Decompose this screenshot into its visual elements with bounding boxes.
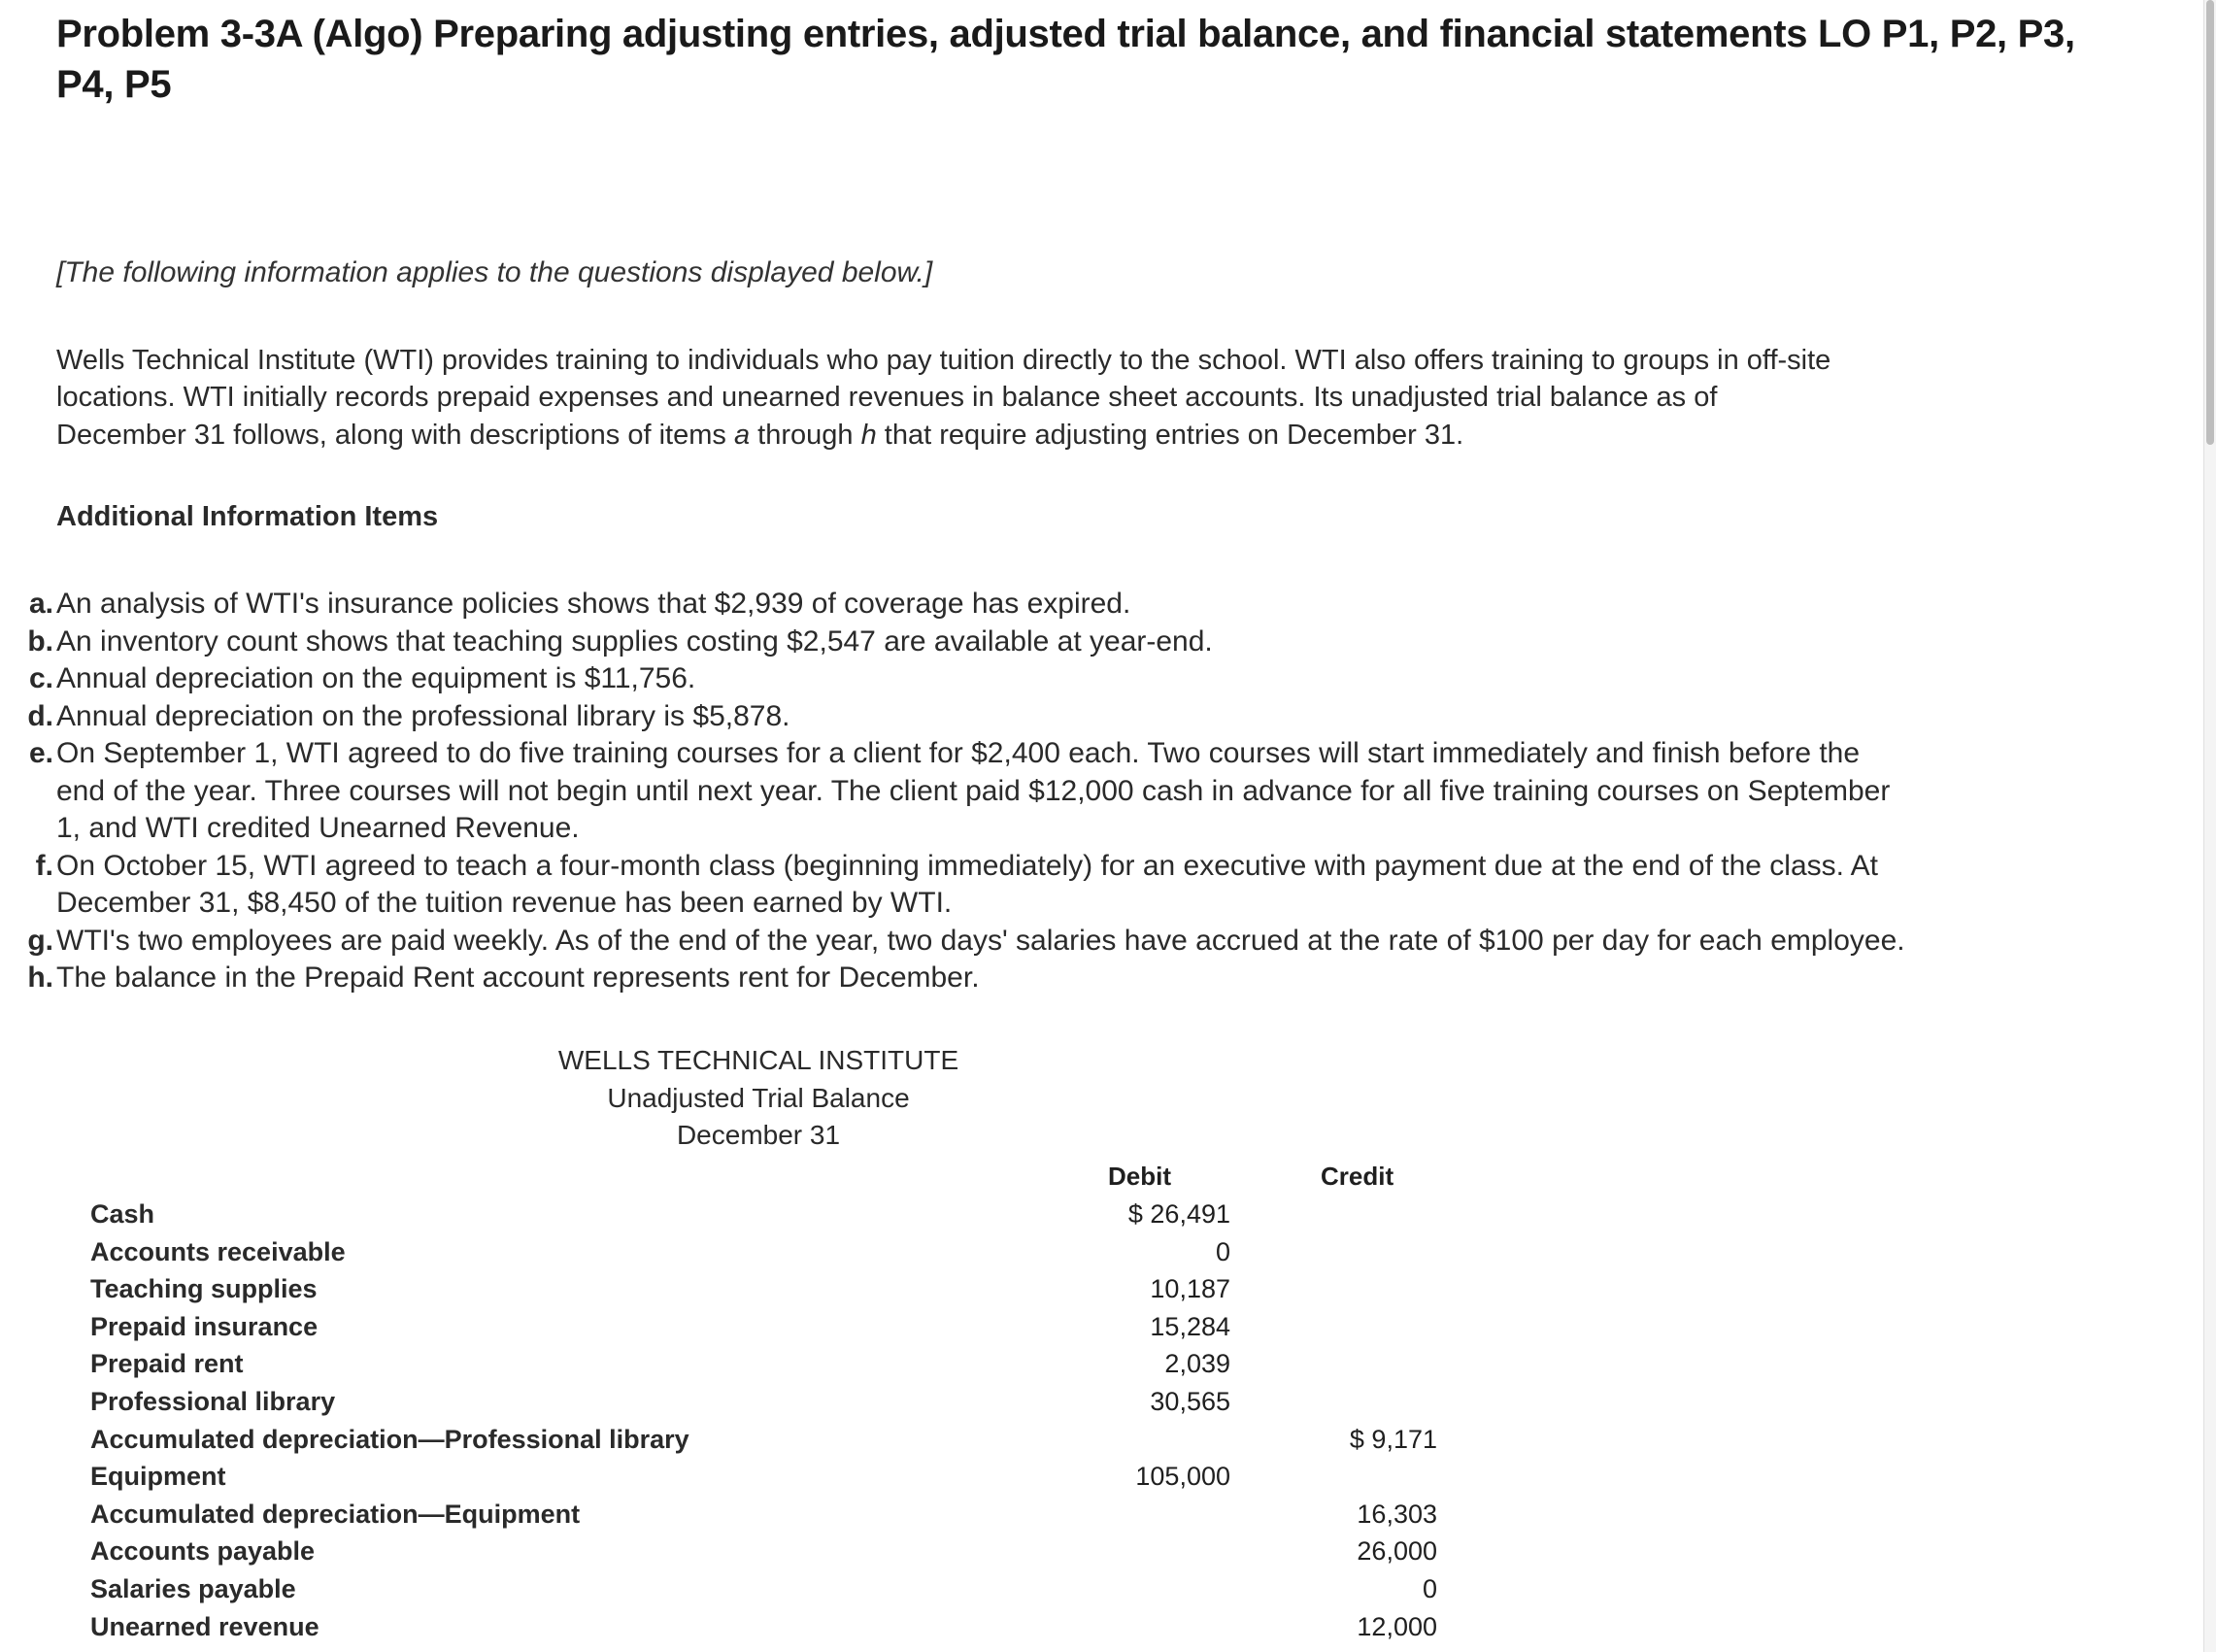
trial-balance-row bbox=[90, 1458, 1450, 1496]
credit-amount: 0 bbox=[1422, 1574, 1437, 1603]
info-item-text: December 31, $8,450 of the tuition revenue has been earned by WTI. bbox=[56, 887, 953, 919]
credit-amount: 16,303 bbox=[1357, 1499, 1437, 1529]
account-name: Unearned revenue bbox=[90, 1611, 319, 1641]
trial-balance-date: December 31 bbox=[676, 1120, 841, 1150]
trial-balance-company: WELLS TECHNICAL INSTITUTE bbox=[557, 1045, 959, 1075]
credit-amount: 12,000 bbox=[1357, 1611, 1437, 1641]
debit-amount: 105,000 bbox=[1135, 1462, 1230, 1492]
credit-amount: $ 9,171 bbox=[1349, 1424, 1437, 1454]
debit-column-header: Debit bbox=[1108, 1162, 1171, 1191]
info-item-letter: b. bbox=[27, 624, 53, 657]
account-name: Accounts receivable bbox=[90, 1236, 346, 1266]
trial-balance-row bbox=[90, 1233, 1450, 1271]
info-item-text: The balance in the Prepaid Rent account represents rent for December. bbox=[56, 961, 980, 994]
debit-amount: 10,187 bbox=[1150, 1274, 1230, 1304]
debit-amount: 15,284 bbox=[1150, 1311, 1230, 1341]
info-item-text: Annual depreciation on the professional library is $5,878. bbox=[56, 699, 790, 732]
debit-amount: 30,565 bbox=[1150, 1387, 1230, 1416]
info-item-letter: f. bbox=[35, 849, 53, 882]
account-name: Equipment bbox=[90, 1462, 226, 1492]
info-item-letter: a. bbox=[28, 588, 53, 620]
trial-balance-row bbox=[90, 1533, 1450, 1570]
description-line-3: December 31 follows, along with descriptions of items a through h that require adjusting entries on December 31. bbox=[56, 420, 1464, 451]
trial-balance-row bbox=[90, 1308, 1450, 1346]
problem-title-line-2: P4, P5 bbox=[56, 63, 172, 106]
info-item-text: end of the year. Three courses will not begin until next year. The client paid $12,000 cash in advance for all five training courses on September bbox=[56, 774, 1891, 807]
info-item-letter: e. bbox=[28, 737, 53, 769]
account-name: Cash bbox=[90, 1199, 155, 1229]
trial-balance-row bbox=[90, 1570, 1450, 1608]
info-item-text: On October 15, WTI agreed to teach a four-month class (beginning immediately) for an executive with payment due at the end of the class. At bbox=[56, 849, 1878, 882]
info-item-letter: d. bbox=[27, 699, 53, 732]
info-item-text: On September 1, WTI agreed to do five training courses for a client for $2,400 each. Two courses will start immediately and finish before the bbox=[56, 737, 1861, 769]
account-name: Salaries payable bbox=[90, 1574, 296, 1603]
trial-balance-row bbox=[90, 1345, 1450, 1383]
debit-amount: $ 26,491 bbox=[1127, 1199, 1230, 1229]
credit-column-header: Credit bbox=[1321, 1162, 1394, 1191]
account-name: Prepaid rent bbox=[90, 1349, 244, 1379]
trial-balance-row bbox=[90, 1270, 1450, 1308]
intro-note: [The following information applies to the questions displayed below.] bbox=[56, 256, 933, 288]
info-item-text: 1, and WTI credited Unearned Revenue. bbox=[56, 812, 580, 844]
account-name: Prepaid insurance bbox=[90, 1311, 319, 1341]
info-item-text: An analysis of WTI's insurance policies shows that $2,939 of coverage has expired. bbox=[56, 588, 1131, 620]
debit-amount: 2,039 bbox=[1164, 1349, 1230, 1379]
trial-balance-row bbox=[90, 1496, 1450, 1534]
scrollbar[interactable] bbox=[2203, 0, 2216, 1652]
scrollbar-thumb[interactable] bbox=[2206, 0, 2214, 445]
description-line-2: locations. WTI initially records prepaid expenses and unearned revenues in balance sheet accounts. Its unadjusted trial balance as of bbox=[56, 382, 1718, 413]
trial-balance-row bbox=[90, 1383, 1450, 1421]
info-item-text: Annual depreciation on the equipment is $11,756. bbox=[56, 662, 696, 694]
problem-title-line-1: Problem 3-3A (Algo) Preparing adjusting entries, adjusted trial balance, and financial statements LO P1, P2, P3, bbox=[56, 13, 2075, 55]
account-name: Accumulated depreciation—Equipment bbox=[90, 1499, 581, 1529]
account-name: Accumulated depreciation—Professional library bbox=[90, 1424, 689, 1454]
info-item-text: WTI's two employees are paid weekly. As of the end of the year, two days' salaries have accrued at the rate of $100 per day for each employee. bbox=[56, 924, 1905, 957]
info-item-letter: c. bbox=[28, 662, 53, 694]
trial-balance-title: Unadjusted Trial Balance bbox=[607, 1083, 910, 1113]
info-item-letter: h. bbox=[27, 961, 53, 994]
account-name: Teaching supplies bbox=[90, 1274, 318, 1304]
trial-balance-row bbox=[90, 1196, 1450, 1233]
info-item-letter: g. bbox=[27, 924, 53, 957]
debit-amount: 0 bbox=[1215, 1236, 1230, 1266]
trial-balance-row bbox=[90, 1608, 1450, 1646]
description-line-1: Wells Technical Institute (WTI) provides training to individuals who pay tuition directly to the school. WTI also offers training to groups in off-site bbox=[56, 345, 1831, 376]
account-name: Professional library bbox=[90, 1387, 336, 1416]
info-item-text: An inventory count shows that teaching supplies costing $2,547 are available at year-end. bbox=[56, 624, 1213, 657]
account-name: Accounts payable bbox=[90, 1536, 316, 1567]
additional-info-heading: Additional Information Items bbox=[56, 501, 439, 532]
credit-amount: 26,000 bbox=[1357, 1536, 1437, 1567]
trial-balance-row bbox=[90, 1421, 1450, 1459]
